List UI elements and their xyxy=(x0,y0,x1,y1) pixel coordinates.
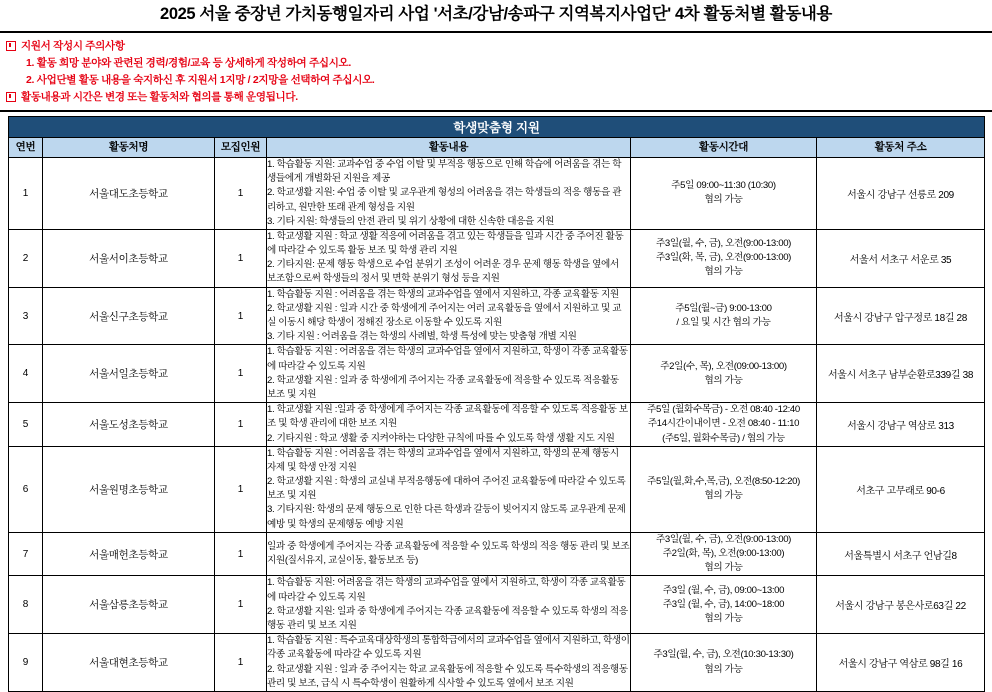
time-line: 협의 가능 xyxy=(704,194,743,206)
cell-activity-time xyxy=(631,229,817,287)
table-band-title: 학생맞춤형 지원 xyxy=(9,116,985,137)
time-line: 주5일 09:00~11:30 (10:30) xyxy=(671,180,776,192)
desc-line: 2. 학교생활 지원: 수업 중 이탈 및 교우관계 형성의 어려움을 겪는 학생들의 적응 행동을 관리하고, 원만한 또래 관계 형성을 지원 xyxy=(267,187,622,213)
cell-activity-name: 서울매헌초등학교 xyxy=(43,532,215,576)
notice-line-3 xyxy=(6,72,992,89)
notice-text: 1. 활동 희망 분야와 관련된 경력/경험/교육 등 상세하게 작성하여 주십시오. xyxy=(26,56,352,69)
desc-line: 1. 학습활동 지원: 교과수업 중 수업 이탈 및 부적응 행동으로 인해 학습에 어려움을 겪는 학생들에게 개별화된 지원을 제공 xyxy=(267,158,622,185)
cell-activity-time xyxy=(631,287,817,345)
column-header-no: 연번 xyxy=(9,137,43,157)
table-band-row xyxy=(9,116,985,137)
cell-no: 2 xyxy=(9,229,43,287)
time-line: 주3일 (월, 수, 금), 14:00~18:00 xyxy=(662,598,785,610)
desc-line: 1. 학습활동 지원: 어려움을 겪는 학생의 교과수업을 옆에서 지원하고, 학생이 각종 교육활동에 따라갈 수 있도록 지원 xyxy=(267,577,626,603)
cell-activity-desc xyxy=(267,446,631,532)
time-line: 협의 가능 xyxy=(704,266,743,278)
time-line: (주5일, 월화수목금) / 협의 가능 xyxy=(662,432,785,444)
time-line: 주3일(월, 수, 금), 오전(10:30-13:30) xyxy=(653,649,794,661)
cell-activity-desc xyxy=(267,576,631,634)
time-line: 협의 가능 xyxy=(704,374,743,386)
desc-line: 2. 학교생활 지원 : 일과 시간 중 학생에게 주어지는 여러 교육활동을 옆에서 지원하고 및 교실 이동시 해당 학생이 정해진 장소로 이동할 수 있도록 지원 xyxy=(267,302,622,329)
cell-activity-time xyxy=(631,157,817,229)
table-header-row xyxy=(9,137,985,157)
desc-line: 2. 학교생활 지원 : 일과 중 주어지는 학교 교육활동에 적응할 수 있도록 특수학생의 적응행동 관리 및 보조, 급식 시 특수학생이 원활하게 식사할 수 있도록 옆에서 보조 지원 xyxy=(267,663,628,689)
time-line: 주5일(월,화,수,목,금), 오전(8:50-12:20) xyxy=(647,476,800,488)
cell-activity-address: 서울시 강남구 압구정로 18길 28 xyxy=(817,287,985,345)
cell-activity-time xyxy=(631,403,817,447)
time-line: 주3일(화, 목, 금), 오전(9:00-13:00) xyxy=(655,252,792,264)
time-line: 협의 가능 xyxy=(704,663,743,675)
column-header-name: 활동처명 xyxy=(43,137,215,157)
cell-no: 8 xyxy=(9,576,43,634)
cell-activity-name: 서울대도초등학교 xyxy=(43,157,215,229)
desc-line: 1. 학습활동 지원 : 어려움을 겪는 학생의 교과수업을 옆에서 지원하고, 각종 교육활동 지원 xyxy=(267,288,619,300)
time-line: / 요일 및 시간 협의 가능 xyxy=(676,317,771,329)
time-line: 주5일 (월화수목금) - 오전 08:40 -12:40 xyxy=(647,404,800,416)
cell-activity-time xyxy=(631,576,817,634)
page-title: 2025 서울 중장년 가치동행일자리 사업 '서초/강남/송파구 지역복지사업단' 4차 활동처별 활동내용 xyxy=(160,5,832,23)
desc-line: 2. 학교생활 지원: 일과 중 학생에게 주어지는 각종 교육활동에 적응할 수 있도록 학생의 적응 행동 관리 및 보조 지원 xyxy=(267,605,628,631)
time-line: 주5일(월~금) 9:00-13:00 xyxy=(675,302,772,314)
table-row xyxy=(9,532,985,576)
cell-recruit-count: 1 xyxy=(215,345,267,403)
column-header-count: 모집인원 xyxy=(215,137,267,157)
cell-no: 9 xyxy=(9,634,43,692)
table-row xyxy=(9,229,985,287)
notice-line-1 xyxy=(6,38,992,55)
cell-activity-time xyxy=(631,345,817,403)
cell-activity-name: 서울원명초등학교 xyxy=(43,446,215,532)
cell-recruit-count: 1 xyxy=(215,532,267,576)
desc-line: 2. 기타지원: 문제 행동 학생으로 수업 분위기 조성이 어려운 경우 문제 행동 학생을 옆에서 보조함으로써 학생들의 정서 및 면학 분위기 형성 등을 지원 xyxy=(267,259,619,285)
time-line: 협의 가능 xyxy=(704,562,743,574)
cell-activity-name: 서울삼릉초등학교 xyxy=(43,576,215,634)
cell-recruit-count: 1 xyxy=(215,157,267,229)
time-line: 협의 가능 xyxy=(704,490,743,502)
cell-activity-address: 서초구 고무래로 90-6 xyxy=(817,446,985,532)
notice-text: 2. 사업단별 활동 내용을 숙지하신 후 지원서 1지망 / 2지망을 선택하여 주십시오. xyxy=(26,73,375,86)
cell-no: 7 xyxy=(9,532,43,576)
column-header-desc: 활동내용 xyxy=(267,137,631,157)
table-row xyxy=(9,345,985,403)
desc-line: 2. 학교생활 지원 : 학생의 교실내 부적응행동에 대하여 주어진 교육활동에 따라갈 수 있도록 보조 및 지원 xyxy=(267,476,626,502)
cell-activity-desc xyxy=(267,345,631,403)
cell-activity-address: 서울시 강남구 봉은사로63길 22 xyxy=(817,576,985,634)
cell-recruit-count: 1 xyxy=(215,576,267,634)
cell-activity-time xyxy=(631,634,817,692)
time-line: 주2일(화, 목), 오전(9:00-13:00) xyxy=(662,548,785,560)
desc-line: 1. 학습활동 지원 : 특수교육대상학생의 통합학급에서의 교과수업을 옆에서 지원하고, 학생이 각종 교육활동에 따라갈 수 있도록 지원 xyxy=(267,635,630,661)
time-line: 주14시간이내이면 - 오전 08:40 - 11:10 xyxy=(647,418,800,430)
cell-activity-address: 서울특별시 서초구 언남길8 xyxy=(817,532,985,576)
time-line: 주3일(월, 수, 금), 오전(9:00-13:00) xyxy=(655,238,792,249)
table-row xyxy=(9,634,985,692)
time-line: 주2일(수, 목), 오전(09:00-13:00) xyxy=(660,360,787,372)
cell-activity-name: 서울서일초등학교 xyxy=(43,345,215,403)
cell-recruit-count: 1 xyxy=(215,403,267,447)
notice-text: 지원서 작성시 주의사항 xyxy=(21,39,125,52)
cell-recruit-count: 1 xyxy=(215,446,267,532)
cell-no: 4 xyxy=(9,345,43,403)
cell-activity-desc xyxy=(267,229,631,287)
cell-activity-address: 서울시 강남구 역삼로 313 xyxy=(817,403,985,447)
activity-table xyxy=(8,116,985,692)
cell-no: 3 xyxy=(9,287,43,345)
desc-line: 3. 기타 지원 : 어려움을 겪는 학생의 사례별, 학생 특성에 맞는 맞춤형 개별 지원 xyxy=(267,331,577,343)
cell-activity-desc xyxy=(267,532,631,576)
cell-activity-address: 서울서 서초구 서운로 35 xyxy=(817,229,985,287)
cell-activity-desc xyxy=(267,157,631,229)
notice-line-2 xyxy=(6,55,992,72)
cell-activity-desc xyxy=(267,634,631,692)
table-row xyxy=(9,287,985,345)
desc-line: 일과 중 학생에게 주어지는 각종 교육활동에 적응할 수 있도록 학생의 적응 행동 관리 및 보조 지원(질서유지, 교실이동, 활동보조 등) xyxy=(267,540,630,567)
cell-activity-time xyxy=(631,446,817,532)
cell-activity-name: 서울대현초등학교 xyxy=(43,634,215,692)
column-header-addr: 활동처 주소 xyxy=(817,137,985,157)
cell-no: 1 xyxy=(9,157,43,229)
cell-recruit-count: 1 xyxy=(215,634,267,692)
square-bullet-icon xyxy=(6,41,16,51)
cell-recruit-count: 1 xyxy=(215,287,267,345)
desc-line: 3. 기타지원: 학생의 문제 행동으로 인한 다른 학생과 갈등이 빚어지지 않도록 교우관계 문제 예방 및 학생의 문제행동 예방 지원 xyxy=(267,504,626,530)
table-row xyxy=(9,576,985,634)
desc-line: 2. 기타지원 : 학교 생활 중 지켜야하는 다양한 규칙에 따를 수 있도록 학생 생활 지도 지원 xyxy=(267,432,615,444)
title-section xyxy=(0,0,992,33)
cell-activity-address: 서울시 강남구 선릉로 209 xyxy=(817,157,985,229)
cell-recruit-count: 1 xyxy=(215,229,267,287)
cell-activity-address: 서울시 강남구 역삼로 98길 16 xyxy=(817,634,985,692)
table-row xyxy=(9,446,985,532)
desc-line: 1. 학교생활 지원 : 학교 생활 적응에 어려움을 겪고 있는 학생들을 일과 시간 중 주어진 활동에 따라갈 수 있도록 활동 보조 및 학생 관리 지원 xyxy=(267,230,624,257)
notice-block xyxy=(0,33,992,112)
square-bullet-icon xyxy=(6,92,16,102)
desc-line: 1. 학교생활 지원 :일과 중 학생에게 주어지는 각종 교육활동에 적응할 수 있도록 적응활동 보조 및 학생 관리에 대한 보조 지원 xyxy=(267,404,628,430)
time-line: 주3일 (월, 수, 금), 09:00~13:00 xyxy=(662,584,785,596)
table-body xyxy=(9,157,985,691)
cell-no: 5 xyxy=(9,403,43,447)
cell-no: 6 xyxy=(9,446,43,532)
time-line: 주3일(월, 수, 금), 오전(9:00-13:00) xyxy=(655,533,792,545)
cell-activity-desc xyxy=(267,287,631,345)
notice-text: 활동내용과 시간은 변경 또는 활동처와 협의를 통해 운영됩니다. xyxy=(21,90,298,103)
desc-line: 1. 학습활동 지원 : 어려움을 겪는 학생의 교과수업을 옆에서 지원하고, 학생의 문제 행동시 자제 및 학생 안정 지원 xyxy=(267,447,619,473)
cell-activity-name: 서울서이초등학교 xyxy=(43,229,215,287)
cell-activity-desc xyxy=(267,403,631,447)
notice-line-4 xyxy=(6,89,992,106)
cell-activity-address: 서울시 서초구 남부순환로339길 38 xyxy=(817,345,985,403)
table-row xyxy=(9,157,985,229)
cell-activity-name: 서울도성초등학교 xyxy=(43,403,215,447)
desc-line: 1. 학습활동 지원 : 어려움을 겪는 학생의 교과수업을 옆에서 지원하고, 학생이 각종 교육활동에 따라갈 수 있도록 지원 xyxy=(267,346,628,372)
desc-line: 3. 기타 지원: 학생들의 안전 관리 및 위기 상황에 대한 신속한 대응을 지원 xyxy=(267,215,555,227)
time-line: 협의 가능 xyxy=(704,612,743,624)
desc-line: 2. 학교생활 지원 : 일과 중 학생에게 주어지는 각종 교육활동에 적응할 수 있도록 적응활동 보조 및 지원 xyxy=(267,374,619,400)
column-header-time: 활동시간대 xyxy=(631,137,817,157)
cell-activity-name: 서울신구초등학교 xyxy=(43,287,215,345)
cell-activity-time xyxy=(631,532,817,576)
table-row xyxy=(9,403,985,447)
